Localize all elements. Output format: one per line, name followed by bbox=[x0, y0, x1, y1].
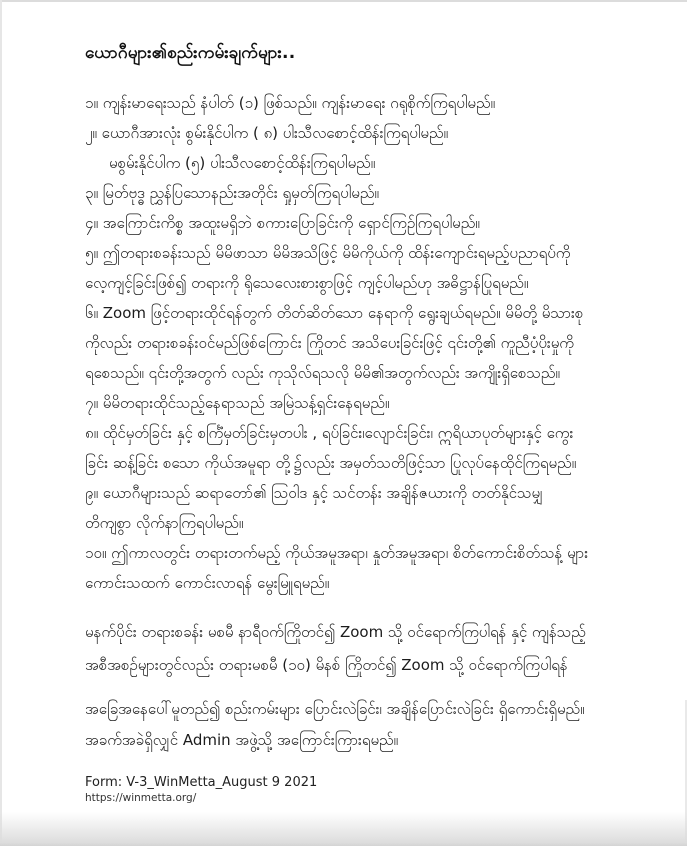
rule-line: ၄။ အကြောင်းကိစ္စ အထူးမရှိဘဲ စကားပြောခြင်းကို ရှောင်ကြဉ်ကြရပါမည်။ bbox=[85, 214, 480, 232]
document-footer bbox=[85, 774, 317, 806]
website-url: https://winmetta.org/ bbox=[85, 792, 197, 804]
page-edge-top bbox=[0, 0, 687, 2]
rule-line: မစွမ်းနိုင်ပါက (၅) ပါးသီလစောင့်ထိန်းကြရပါမည်။ bbox=[109, 154, 376, 172]
note-line: အခြေအနေပေါ်မူတည်၍ စည်းကမ်းများ ပြောင်းလဲခြင်း၊ အချိန်ပြောင်းလဲခြင်း ရှိကောင်းရှိမည်။ bbox=[85, 700, 585, 718]
rule-line: ၁။ ကျန်းမာရေးသည် နံပါတ် (၁) ဖြစ်သည်။ ကျန်းမာရေး ဂရုစိုက်ကြရပါမည်။ bbox=[85, 94, 496, 112]
form-version-label: Form: V-3_WinMetta_August 9 2021 bbox=[85, 775, 318, 790]
rules-list bbox=[85, 88, 645, 598]
page-bottom-fade bbox=[0, 812, 687, 846]
rule-line: ၆။ Zoom ဖြင့်တရားထိုင်ရန်တွက် တိတ်ဆိတ်သော နေရာကို ရွေးချယ်ရမည်။ မိမိတို့ မိသားစု bbox=[85, 304, 584, 322]
notes-paragraph bbox=[85, 694, 645, 756]
rule-line: ၃။ မြတ်ဗုဒ္ဓ ညွှန်ပြသောနည်းအတိုင်း ရှုမှတ်ကြရပါမည်။ bbox=[85, 184, 379, 202]
note-line: အခက်အခဲရှိလျှင် Admin အဖွဲ့သို့ အကြောင်းကြားရမည်။ bbox=[85, 731, 399, 749]
page-title: ယောဂီများ၏စည်းကမ်းချက်များ.. bbox=[85, 43, 296, 63]
rule-line: ခြင်း ဆန့်ခြင်း စသော ကိုယ်အမူရာ တို့၌လည်း အမှတ်သတိဖြင့်သာ ပြုလုပ်နေထိုင်ကြရမည်။ bbox=[85, 454, 577, 472]
rule-line: ရစေသည်။ ၎င်းတို့အတွက် လည်း ကုသိုလ်ရသလို မိမိ၏အတွက်လည်း အကျိုးရှိစေသည်။ bbox=[85, 364, 560, 382]
rule-line: ၉။ ယောဂီများသည် ဆရာတော်၏ ဩဝါဒ နှင့် သင်တန်း အချိန်ဇယားကို တတ်နိုင်သမျှ bbox=[85, 484, 543, 502]
rule-line: ၈။ ထိုင်မှတ်ခြင်း နှင့် စင်္ကြံမှတ်ခြင်းမှတပါး , ရပ်ခြင်း၊လျောင်းခြင်း၊ ဣရိယာပုတ်များနှင့် ကွေး bbox=[85, 424, 574, 442]
rule-line: ၅။ ဤတရားစခန်းသည် မိမိဖာသာ မိမိအသိဖြင့် မိမိကိုယ်ကို ထိန်းကျောင်းရမည့်ပညာရပ်ကို bbox=[85, 244, 571, 262]
closing-paragraph bbox=[85, 616, 645, 682]
rule-line: တိကျစွာ လိုက်နာကြရပါမည်။ bbox=[85, 514, 244, 532]
rule-line: လေ့ကျင့်ခြင်းဖြစ်၍ တရားကို ရိုသေလေးစားစွာဖြင့် ကျင့်ပါမည်ဟု အဓိဋ္ဌာန်ပြုရမည်။ bbox=[85, 274, 529, 292]
rule-line: ၁၀။ ဤကာလတွင်း တရားတက်မည့် ကိုယ်အမူအရာ၊ နှုတ်အမူအရာ၊ စိတ်ကောင်းစိတ်သန့် များ bbox=[85, 544, 588, 562]
rule-line: ကောင်းသထက် ကောင်းလာရန် မွေးမြူရမည်။ bbox=[85, 574, 330, 592]
page-edge-left bbox=[0, 0, 2, 846]
rule-line: ၂။ ယောဂီအားလုံး စွမ်းနိုင်ပါက ( ၈) ပါးသီလစောင့်ထိန်းကြရပါမည်။ bbox=[85, 124, 449, 142]
rule-line: ၇။ မိမိတရားထိုင်သည့်နေရာသည် အမြဲသန့်ရှင်းနေရမည်။ bbox=[85, 394, 390, 412]
closing-line: မနက်ပိုင်း တရားစခန်း မစမီ နာရီဝက်ကြိုတင်၍ Zoom သို့ ဝင်ရောက်ကြပါရန် နှင့် ကျန်သည့် bbox=[85, 623, 586, 641]
rule-line: ကိုလည်း တရားစခန်းဝင်မည်ဖြစ်ကြောင်း ကြိုတင် အသိပေးခြင်းဖြင့် ၎င်းတို့၏ ကူညီပံ့ပိုးမှုကို bbox=[85, 334, 574, 352]
closing-line: အစီအစဉ်များတွင်လည်း တရားမစမီ (၁၀) မိနစ် ကြိုတင်၍ Zoom သို့ ဝင်ရောက်ကြပါရန် bbox=[85, 656, 568, 674]
